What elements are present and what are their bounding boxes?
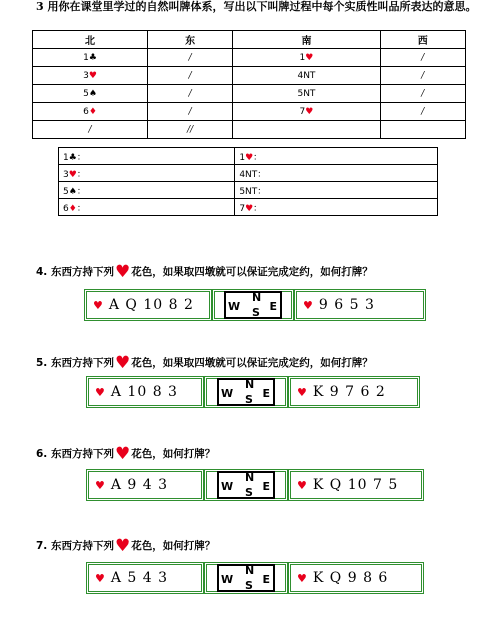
compass-n: N — [252, 291, 262, 304]
question-3-title: 3 用你在课堂里学过的自然叫牌体系，写出以下叫牌过程中每个实质性叫品所表达的意思。 — [36, 0, 477, 13]
spade-icon: ♠ — [68, 186, 77, 197]
column-header: 东 — [147, 31, 232, 49]
bid-level: 1 — [83, 52, 89, 63]
heart-icon: ♥ — [93, 298, 103, 312]
west-hand — [86, 562, 204, 594]
east-cards: K Q 10 7 5 — [312, 477, 399, 493]
meaning-cell — [235, 199, 438, 216]
compass-box — [204, 376, 288, 408]
meaning-cell — [235, 182, 438, 199]
club-icon: ♣ — [88, 52, 97, 63]
colon: ： — [257, 186, 267, 197]
compass-w: W — [221, 480, 234, 493]
east-cards: K Q 9 8 6 — [312, 570, 389, 586]
compass-box — [204, 562, 288, 594]
compass-e: E — [269, 300, 277, 313]
heart-icon: ♥ — [297, 478, 307, 492]
heart-icon: ♥ — [95, 385, 105, 399]
heart-icon: ♥ — [245, 152, 254, 163]
bid-level: // — [187, 124, 194, 135]
bid-cell — [147, 85, 232, 103]
table-row — [59, 148, 438, 165]
question-text: 东西方持下列 — [50, 540, 114, 552]
table-row — [33, 49, 466, 67]
compass-box — [204, 469, 288, 501]
bidding-table — [32, 30, 466, 139]
question-6-title — [36, 444, 215, 464]
column-header: 北 — [33, 31, 148, 49]
heart-icon: ♥ — [114, 444, 131, 464]
compass-rose — [224, 291, 282, 319]
bid-level: / — [421, 70, 425, 81]
question-7-title — [36, 536, 215, 556]
question-text: 花色，如何打牌？ — [131, 448, 216, 460]
bid-level: 5 — [63, 186, 69, 197]
west-cards: A 9 4 3 — [110, 477, 169, 493]
meaning-cell — [235, 148, 438, 165]
column-header: 南 — [233, 31, 380, 49]
bid-level: 3 — [63, 169, 69, 180]
heart-icon: ♥ — [297, 571, 307, 585]
heart-icon: ♥ — [114, 536, 131, 556]
bid-level: / — [88, 124, 92, 135]
bid-cell — [33, 67, 148, 85]
bid-level: 5 — [83, 88, 89, 99]
question-number: 4. — [36, 266, 51, 278]
heart-icon: ♥ — [245, 203, 254, 214]
deal-diagram — [86, 562, 424, 594]
bid-cell — [147, 49, 232, 67]
question-text: 花色，如果取四墩就可以保证完成定约，如何打牌？ — [131, 266, 373, 278]
diamond-icon: ♦ — [68, 203, 77, 214]
club-icon: ♣ — [68, 152, 77, 163]
bid-cell — [233, 103, 380, 121]
deal-diagram — [86, 469, 424, 501]
meaning-table — [58, 147, 438, 216]
heart-icon: ♥ — [305, 106, 314, 117]
bid-level: 3 — [83, 70, 89, 81]
heart-icon: ♥ — [305, 52, 314, 63]
heart-icon: ♥ — [297, 385, 307, 399]
question-number: 5. — [36, 357, 51, 369]
diamond-icon: ♦ — [88, 106, 97, 117]
bid-cell — [380, 103, 465, 121]
bid-cell — [380, 49, 465, 67]
bid-cell — [233, 85, 380, 103]
bid-cell — [233, 49, 380, 67]
east-hand — [288, 469, 424, 501]
heart-icon: ♥ — [95, 478, 105, 492]
compass-n: N — [245, 564, 255, 577]
colon: ： — [253, 152, 263, 163]
bid-cell — [380, 67, 465, 85]
bid-level: 7 — [239, 203, 246, 214]
deal-diagram — [84, 289, 426, 321]
compass-s: S — [245, 393, 253, 406]
colon: ： — [257, 169, 267, 180]
question-5-title — [36, 353, 373, 373]
question-text: 东西方持下列 — [50, 448, 114, 460]
question-text: 花色，如何打牌？ — [131, 540, 216, 552]
bid-level: 4NT — [239, 169, 258, 180]
meaning-cell — [59, 148, 235, 165]
bid-level: / — [188, 106, 192, 117]
table-row — [33, 67, 466, 85]
bid-cell — [233, 67, 380, 85]
bid-level: / — [188, 70, 192, 81]
east-hand — [294, 289, 426, 321]
bid-level: 6 — [83, 106, 89, 117]
bid-cell — [33, 103, 148, 121]
question-4-title — [36, 262, 373, 282]
colon: ： — [76, 152, 86, 163]
east-hand — [288, 562, 424, 594]
bid-cell — [33, 49, 148, 67]
heart-icon: ♥ — [303, 298, 313, 312]
compass-e: E — [262, 573, 270, 586]
colon: ： — [76, 203, 86, 214]
west-cards: A 5 4 3 — [110, 570, 169, 586]
bid-level: / — [421, 88, 425, 99]
meaning-cell — [235, 165, 438, 182]
bid-level: 7 — [299, 106, 306, 117]
bid-level: 6 — [63, 203, 69, 214]
compass-box — [212, 289, 294, 321]
compass-rose — [217, 471, 275, 499]
compass-n: N — [245, 471, 255, 484]
table-row — [59, 199, 438, 216]
table-row — [59, 182, 438, 199]
west-hand — [86, 469, 204, 501]
bid-level: 4NT — [297, 70, 316, 81]
compass-s: S — [252, 306, 260, 319]
bid-cell — [33, 85, 148, 103]
spade-icon: ♠ — [88, 88, 97, 99]
colon: ： — [76, 186, 86, 197]
bid-level: / — [188, 88, 192, 99]
bid-cell — [147, 67, 232, 85]
deal-diagram — [86, 376, 420, 408]
west-hand — [84, 289, 212, 321]
meaning-cell — [59, 199, 235, 216]
question-number: 7. — [36, 540, 51, 552]
compass-e: E — [262, 387, 270, 400]
bid-level: / — [421, 106, 425, 117]
table-row — [59, 165, 438, 182]
compass-rose — [217, 378, 275, 406]
bid-level: 1 — [63, 152, 69, 163]
bid-cell — [380, 85, 465, 103]
meaning-cell — [59, 165, 235, 182]
compass-rose — [217, 564, 275, 592]
bid-level: / — [188, 52, 192, 63]
heart-icon: ♥ — [95, 571, 105, 585]
bid-level: 5NT — [297, 88, 316, 99]
bid-cell — [380, 121, 465, 139]
bid-cell — [233, 121, 380, 139]
bid-cell — [147, 121, 232, 139]
question-number: 6. — [36, 448, 51, 460]
west-cards: A Q 10 8 2 — [108, 297, 194, 313]
question-text: 花色，如果取四墩就可以保证完成定约，如何打牌？ — [131, 357, 373, 369]
east-hand — [288, 376, 420, 408]
compass-n: N — [245, 378, 255, 391]
east-cards: 9 6 5 3 — [318, 297, 375, 313]
table-row — [33, 85, 466, 103]
heart-icon: ♥ — [114, 353, 131, 373]
column-header: 西 — [380, 31, 465, 49]
question-text: 东西方持下列 — [50, 266, 114, 278]
heart-icon: ♥ — [88, 70, 97, 81]
compass-w: W — [221, 573, 234, 586]
question-text: 东西方持下列 — [50, 357, 114, 369]
compass-w: W — [228, 300, 241, 313]
colon: ： — [253, 203, 263, 214]
west-hand — [86, 376, 204, 408]
bid-level: 5NT — [239, 186, 258, 197]
colon: ： — [76, 169, 86, 180]
heart-icon: ♥ — [114, 262, 131, 282]
west-cards: A 10 8 3 — [110, 384, 178, 400]
compass-s: S — [245, 579, 253, 592]
compass-w: W — [221, 387, 234, 400]
bid-level: 1 — [299, 52, 306, 63]
bid-level: / — [421, 52, 425, 63]
bid-cell — [147, 103, 232, 121]
meaning-cell — [59, 182, 235, 199]
bid-level: 1 — [239, 152, 246, 163]
table-row — [33, 103, 466, 121]
table-row — [33, 121, 466, 139]
compass-s: S — [245, 486, 253, 499]
heart-icon: ♥ — [68, 169, 77, 180]
east-cards: K 9 7 6 2 — [312, 384, 386, 400]
bid-cell — [33, 121, 148, 139]
compass-e: E — [262, 480, 270, 493]
